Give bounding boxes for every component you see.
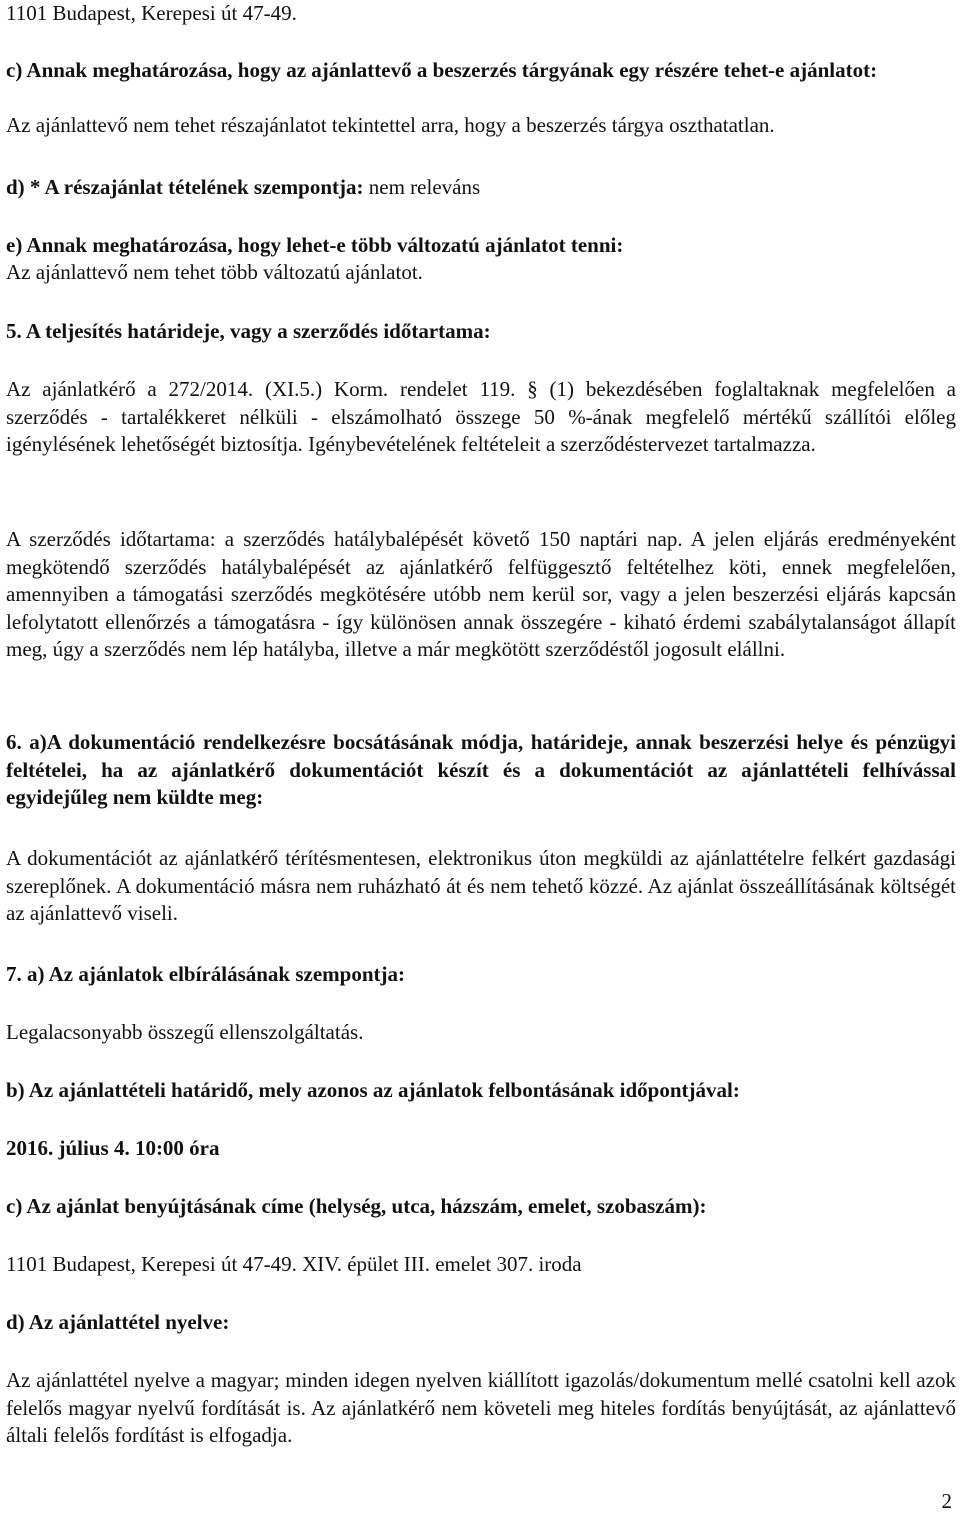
section-e-text: Az ajánlattevő nem tehet több változatú ajánlatot. — [6, 260, 423, 284]
section-6-heading: 6. a)A dokumentáció rendelkezésre bocsátásának módja, határideje, annak beszerzési helye és pénzügyi feltételei, ha az ajánlatkérő dokumentációt készít és a dokumentációt az ajánlattételi felhívással egyidejűleg nem küldte meg: — [6, 730, 956, 809]
page-number: 2 — [941, 1489, 952, 1513]
section-5-paragraph-2: A szerződés időtartama: a szerződés hatálybalépését követő 150 naptári nap. A jelen eljárás eredményeként megkötendő szerződés hatálybalépését az ajánlatkérő felfüggesztő feltételhez köti, ennek megfelelően, amennyiben a támogatási szerződés megkötésére utóbb nem kerül sor, vagy a jelen beszerzési eljárás kapcsán lefolytatott ellenőrzés a támogatásra - így különösen annak összegére - kiható érdemi szabálytalanságot állapít meg, úgy a szerződés nem lép hatályba, illetve a már megkötött szerződéstől jogosult elállni. — [6, 527, 956, 661]
section-5-paragraph-1: Az ajánlatkérő a 272/2014. (XI.5.) Korm. rendelet 119. § (1) bekezdésében foglaltaknak megfelelően a szerződés - tartalékkeret nélküli - elszámolható összege 50 %-ának megfelelő mértékű szállítói előleg igénylésének lehetőségét biztosítja. Igénybevételének feltételeit a szerződéstervezet tartalmazza. — [6, 377, 956, 456]
section-7d-text: Az ajánlattétel nyelve a magyar; minden idegen nyelven kiállított igazolás/dokumentum mellé csatolni kell azok felelős magyar nyelvű fordítását is. Az ajánlatkérő nem követeli meg hiteles fordítás benyújtását, az ajánlattevő általi felelős fordítást is elfogadja. — [6, 1368, 956, 1447]
section-6-text: A dokumentációt az ajánlatkérő térítésmentesen, elektronikus úton megküldi az ajánlattételre felkért gazdasági szereplőnek. A dokumentáció másra nem ruházható át és nem tehető közzé. Az ajánlat összeállításának költségét az ajánlattevő viseli. — [6, 846, 956, 925]
section-7c-text: 1101 Budapest, Kerepesi út 47-49. XIV. épület III. emelet 307. iroda — [6, 1252, 582, 1276]
section-c-text: Az ajánlattevő nem tehet részajánlatot tekintettel arra, hogy a beszerzés tárgya oszthatatlan. — [6, 113, 775, 137]
section-d-value: nem releváns — [368, 175, 481, 199]
section-7b-heading: b) Az ajánlattételi határidő, mely azonos az ajánlatok felbontásának időpontjával: — [6, 1078, 740, 1102]
section-7b-value: 2016. július 4. 10:00 óra — [6, 1136, 220, 1160]
section-7c-heading: c) Az ajánlat benyújtásának címe (helység, utca, házszám, emelet, szobaszám): — [6, 1194, 707, 1218]
section-d-heading: d) * A részajánlat tételének szempontja: — [6, 175, 364, 199]
section-7d-heading: d) Az ajánlattétel nyelve: — [6, 1310, 230, 1334]
section-d-line — [6, 174, 956, 202]
section-e-heading: e) Annak meghatározása, hogy lehet-e több változatú ajánlatot tenni: — [6, 233, 624, 257]
section-7a-heading: 7. a) Az ajánlatok elbírálásának szempontja: — [6, 962, 405, 986]
section-5-heading: 5. A teljesítés határideje, vagy a szerződés időtartama: — [6, 319, 491, 343]
header-address: 1101 Budapest, Kerepesi út 47-49. — [6, 1, 297, 25]
section-7a-text: Legalacsonyabb összegű ellenszolgáltatás. — [6, 1020, 364, 1044]
section-c-heading: c) Annak meghatározása, hogy az ajánlattevő a beszerzés tárgyának egy részére tehet-e ajánlatot: — [6, 58, 878, 82]
